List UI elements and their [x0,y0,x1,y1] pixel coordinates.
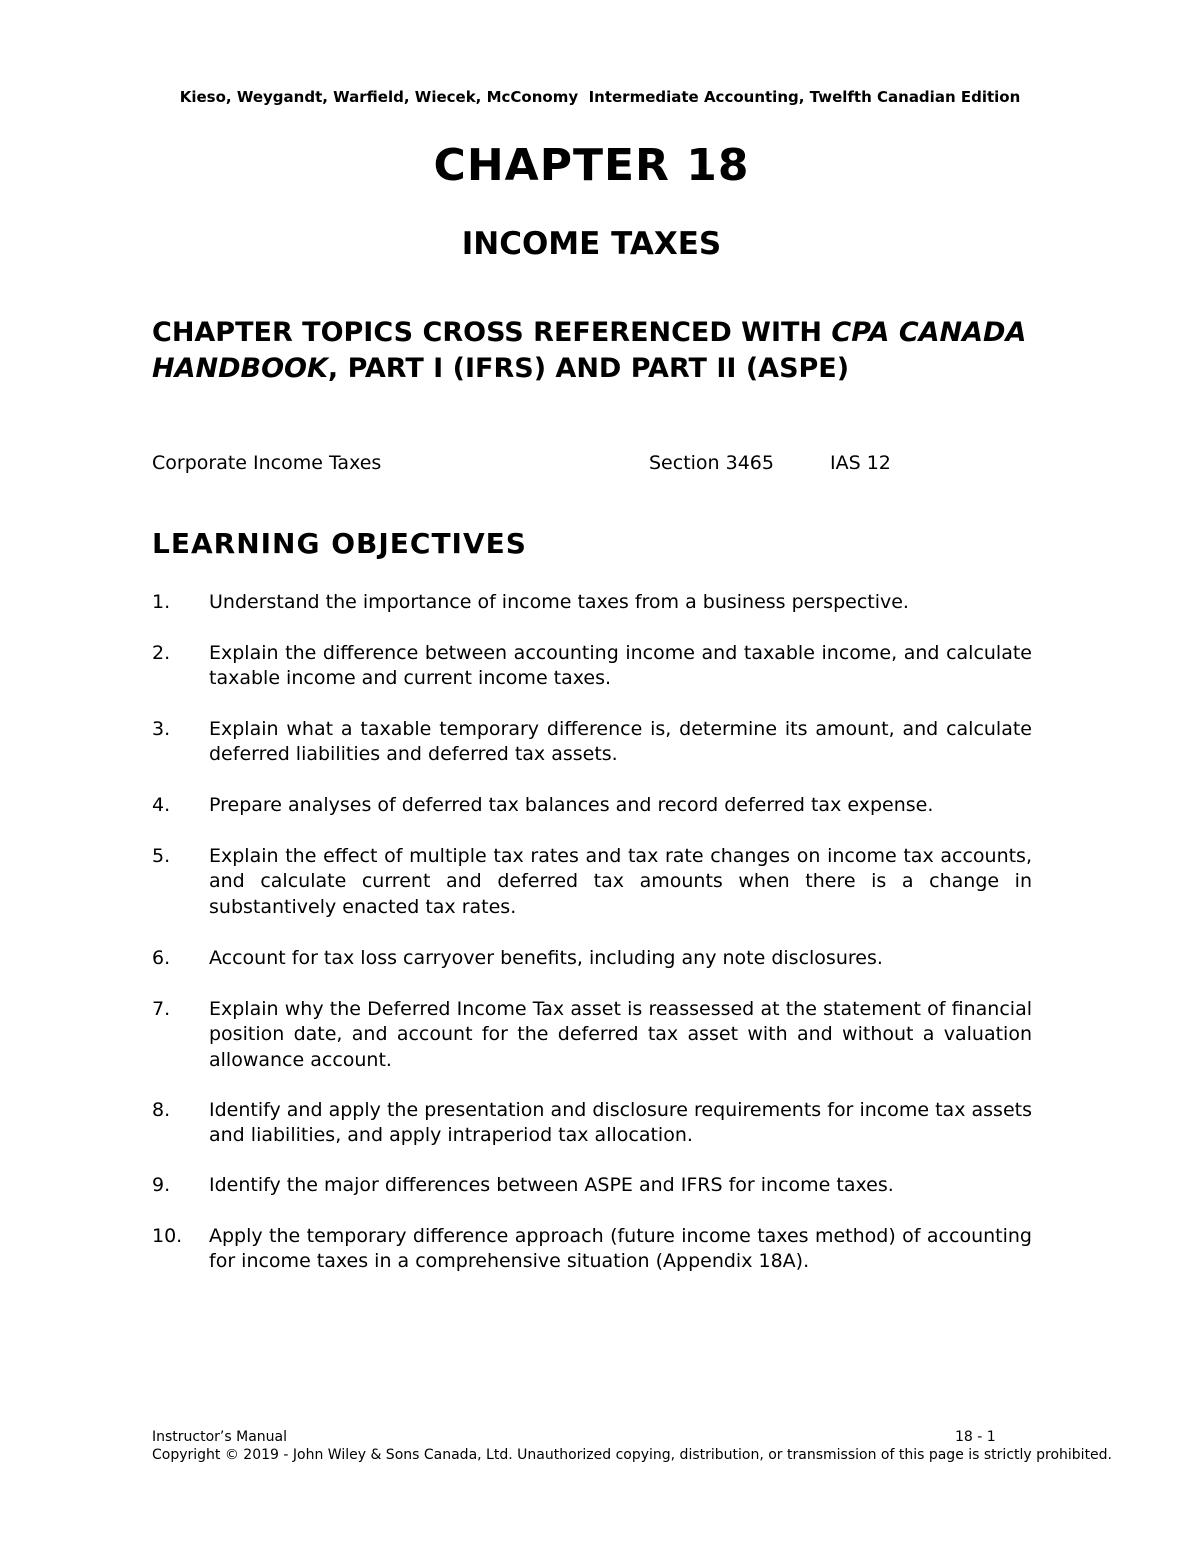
objective-text: Explain the difference between accounting income and taxable income, and calculate taxable income and current income taxes. [209,642,1032,690]
chapter-number: CHAPTER 18 [433,140,750,191]
objective-number: 1. [152,591,171,613]
learning-objective-3 [152,717,1032,768]
objective-number: 3. [152,718,171,740]
learning-objective-8 [152,1098,1032,1149]
page-footer [152,1428,1127,1446]
copyright-notice: Copyright © 2019 - John Wiley & Sons Canada, Ltd. Unauthorized copying, distribution, or transmission of this page is strictly prohibited. [152,1447,1113,1463]
learning-objective-10 [152,1224,1032,1275]
objective-text: Understand the importance of income taxes from a business perspective. [209,591,909,613]
objective-number: 7. [152,998,171,1020]
objective-number: 4. [152,794,171,816]
learning-objective-9 [152,1173,1032,1198]
running-header [0,88,1200,106]
topics-heading [152,315,1032,387]
objective-text: Identify and apply the presentation and disclosure requirements for income tax assets and liabilities, and apply intraperiod tax allocation. [209,1099,1032,1147]
chapter-title: INCOME TAXES [461,226,722,262]
objective-text: Apply the temporary difference approach (future income taxes method) of accounting for income taxes in a comprehensive situation (Appendix 18A). [209,1225,1032,1273]
learning-objective-1 [152,590,1032,615]
topics-heading-part2: , PART I (IFRS) AND PART II (ASPE) [327,353,850,384]
footer-manual-label: Instructor’s Manual [152,1429,287,1445]
objective-number: 5. [152,845,171,867]
objective-text: Identify the major differences between ASPE and IFRS for income taxes. [209,1174,894,1196]
topics-heading-part1: CHAPTER TOPICS CROSS REFERENCED WITH [152,317,832,348]
objective-text: Explain what a taxable temporary difference is, determine its amount, and calculate deferred liabilities and deferred tax assets. [209,718,1032,766]
page-number: 18 - 1 [955,1429,996,1445]
learning-objective-5 [152,844,1032,920]
objective-text: Explain why the Deferred Income Tax asset is reassessed at the statement of financial position date, and account for the deferred tax asset with and without a valuation allowance account. [209,998,1032,1071]
learning-objective-4 [152,793,1032,818]
learning-objective-6 [152,946,1032,971]
learning-objective-7 [152,997,1032,1073]
objective-number: 6. [152,947,171,969]
objective-text: Account for tax loss carryover benefits, including any note disclosures. [209,947,883,969]
objective-number: 2. [152,642,171,664]
objective-text: Prepare analyses of deferred tax balances and record deferred tax expense. [209,794,934,816]
topic-ifrs-reference: IAS 12 [830,452,891,474]
topic-row [0,452,1200,478]
learning-objectives-heading: LEARNING OBJECTIVES [152,527,527,560]
learning-objective-2 [152,641,1032,692]
objective-number: 9. [152,1174,171,1196]
objective-number: 10. [152,1225,183,1247]
header-book-title: Intermediate Accounting, Twelfth Canadian Edition [588,88,1021,106]
objective-text: Explain the effect of multiple tax rates and tax rate changes on income tax accounts, and calculate current and deferred tax amounts when there is a change in substantively enacted tax rates. [209,845,1032,918]
objective-number: 8. [152,1099,171,1121]
header-authors: Kieso, Weygandt, Warfield, Wiecek, McConomy [179,88,579,106]
topic-name: Corporate Income Taxes [152,452,382,474]
topics-heading-handbook: CPA CANADA HANDBOOK [152,317,1027,384]
topic-aspe-reference: Section 3465 [649,452,774,474]
